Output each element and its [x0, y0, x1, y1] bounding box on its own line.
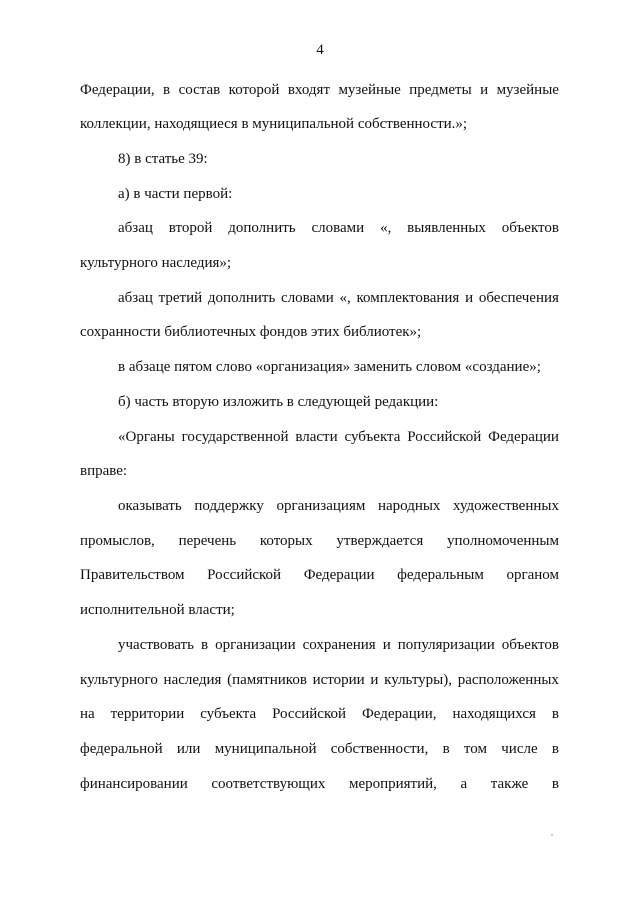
word: предметы — [409, 82, 472, 98]
word: промыслов, — [80, 533, 155, 549]
word: и — [465, 290, 474, 306]
text-line — [118, 219, 559, 237]
text-line: культурного наследия»; — [80, 255, 232, 271]
word: сохранения — [302, 637, 376, 653]
word: Российской — [272, 706, 347, 722]
word: государственной — [181, 429, 289, 445]
word: муниципальной — [214, 741, 317, 757]
text-line — [118, 497, 559, 515]
word: входят — [287, 82, 330, 98]
word: словами — [281, 290, 334, 306]
word: культурного — [80, 672, 158, 688]
word: территории — [110, 706, 185, 722]
word: организации — [215, 637, 296, 653]
word: расположенных — [457, 672, 559, 688]
word: словами — [311, 220, 365, 236]
word: числе — [501, 741, 538, 757]
word: второй — [168, 220, 213, 236]
word: «, — [380, 220, 392, 236]
word: Российской — [407, 429, 482, 445]
text-line — [80, 532, 559, 550]
word: уполномоченным — [447, 533, 559, 549]
text-line — [118, 636, 559, 654]
word: мероприятий, — [348, 776, 437, 792]
word: Федерации, — [361, 706, 437, 722]
word: Федерации — [488, 429, 559, 445]
word: и — [370, 672, 379, 688]
scan-speck — [551, 834, 553, 836]
text-line: сохранности библиотечных фондов этих библиотек»; — [80, 324, 422, 340]
word: дополнить — [207, 290, 276, 306]
text-line: вправе: — [80, 463, 128, 479]
text-line — [80, 705, 559, 723]
word: в — [551, 741, 559, 757]
word: «, — [339, 290, 351, 306]
word: соответствующих — [211, 776, 326, 792]
text-line — [118, 289, 559, 307]
word: Федерации — [303, 567, 375, 583]
word: «Органы — [118, 429, 175, 445]
word: или — [176, 741, 201, 757]
word: на — [80, 706, 95, 722]
word: а — [460, 776, 468, 792]
word: дополнить — [228, 220, 296, 236]
word: объектов — [501, 637, 559, 653]
word: оказывать — [118, 498, 182, 514]
text-line — [80, 740, 559, 758]
word: третий — [158, 290, 203, 306]
word: собственности, — [330, 741, 429, 757]
word: объектов — [501, 220, 559, 236]
text-line: б) часть вторую изложить в следующей редакции: — [118, 394, 439, 410]
text-line: в абзаце пятом слово «организация» заменить словом «создание»; — [118, 359, 541, 375]
word: перечень — [178, 533, 237, 549]
page-number: 4 — [316, 42, 324, 58]
text-line: исполнительной власти; — [80, 602, 235, 618]
word: том — [463, 741, 487, 757]
text-line: 8) в статье 39: — [118, 151, 208, 167]
text-line — [80, 81, 559, 99]
word: состав — [178, 82, 221, 98]
word: утверждается — [336, 533, 424, 549]
text-line — [118, 428, 559, 446]
word: культуры), — [384, 672, 453, 688]
word: участвовать — [118, 637, 194, 653]
word: наследия — [163, 672, 222, 688]
word: также — [490, 776, 529, 792]
word: выявленных — [407, 220, 486, 236]
word: популяризации — [397, 637, 495, 653]
word: и — [382, 637, 391, 653]
word: субъекта — [200, 706, 257, 722]
word: истории — [312, 672, 365, 688]
text-line: коллекции, находящиеся в муниципальной собственности.»; — [80, 116, 468, 132]
word: в — [551, 706, 559, 722]
word: субъекта — [344, 429, 401, 445]
word: которой — [228, 82, 280, 98]
word: музейные — [338, 82, 401, 98]
word: народных — [377, 498, 441, 514]
text-line — [80, 775, 559, 793]
word: федеральной — [80, 741, 163, 757]
word: в — [200, 637, 209, 653]
text-line — [80, 671, 559, 689]
word: Правительством — [80, 567, 185, 583]
word: в — [442, 741, 450, 757]
text-line — [80, 566, 559, 584]
word: обеспечения — [478, 290, 559, 306]
word: финансировании — [80, 776, 188, 792]
word: в — [551, 776, 559, 792]
word: художественных — [453, 498, 559, 514]
word: органом — [506, 567, 559, 583]
word: комплектования — [356, 290, 460, 306]
word: федеральным — [397, 567, 484, 583]
word: и — [480, 82, 489, 98]
word: Российской — [207, 567, 282, 583]
word: (памятников — [227, 672, 307, 688]
word: организациям — [276, 498, 366, 514]
word: абзац — [118, 290, 153, 306]
text-line: а) в части первой: — [118, 186, 233, 202]
word: которых — [259, 533, 313, 549]
word: находящихся — [452, 706, 536, 722]
word: музейные — [496, 82, 559, 98]
word: Федерации, — [80, 82, 155, 98]
word: в — [163, 82, 171, 98]
word: власти — [295, 429, 338, 445]
word: абзац — [118, 220, 153, 236]
word: поддержку — [194, 498, 264, 514]
